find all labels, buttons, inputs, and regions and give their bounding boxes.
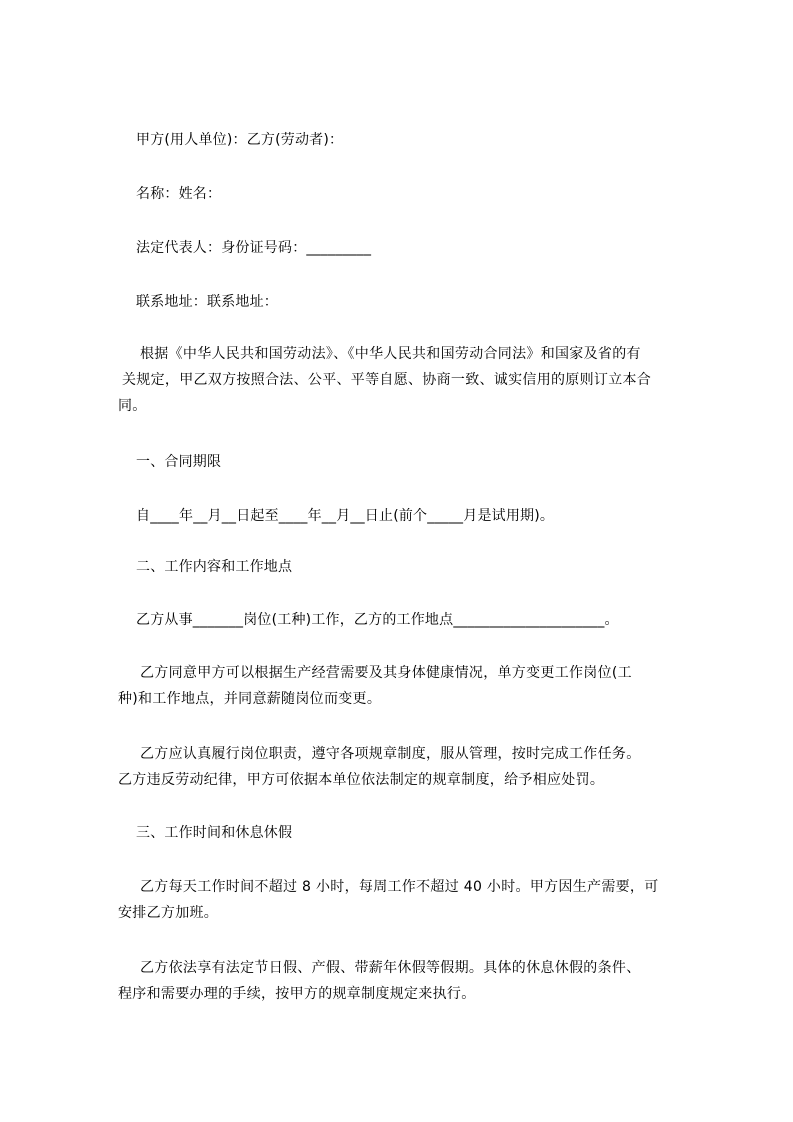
party-line: 甲方(用人单位)：乙方(劳动者)：	[136, 132, 344, 148]
intro-row-3: 同。	[118, 398, 147, 414]
section-2-title: 二、工作内容和工作地点	[136, 559, 293, 575]
section-2-body-3-row-2: 乙方违反劳动纪律，甲方可依据本单位依法制定的规章制度，给予相应处罚。	[118, 772, 605, 788]
intro-row-2: 关规定，甲乙双方按照合法、公平、平等自愿、协商一致、诚实信用的原则订立本合	[122, 372, 652, 388]
section-3-body-1	[118, 874, 710, 926]
name-line: 名称：姓名：	[136, 186, 222, 202]
section-2-body-3-row-1: 乙方应认真履行岗位职责，遵守各项规章制度，服从管理，按时完成工作任务。	[140, 746, 641, 762]
section-3-body-2-row-1: 乙方依法享有法定节日假、产假、带薪年休假等假期。具体的休息休假的条件、	[140, 960, 641, 976]
section-3-body-2-row-2: 程序和需要办理的手续，按甲方的规章制度规定来执行。	[118, 986, 476, 1002]
section-1-body: 自____年__月__日起至____年__月__日止(前个_____月是试用期)。	[136, 508, 555, 524]
section-3-body-2	[118, 955, 710, 1007]
section-2-body-1: 乙方从事_______岗位(工种)工作，乙方的工作地点_____________________。	[136, 612, 619, 628]
section-2-body-2	[118, 660, 710, 712]
section-2-body-2-row-2: 种)和工作地点，并同意薪随岗位而变更。	[118, 691, 382, 707]
intro-row-1: 根据《中华人民共和国劳动法》、《中华人民共和国劳动合同法》和国家及省的有	[140, 346, 641, 362]
address-line: 联系地址：联系地址：	[136, 294, 278, 310]
section-3-body-1-row-2: 安排乙方加班。	[118, 905, 219, 921]
section-3-body-1-row-1: 乙方每天工作时间不超过 8 小时，每周工作不超过 40 小时。甲方因生产需要，可	[140, 879, 659, 895]
section-3-title: 三、工作时间和休息休假	[136, 825, 293, 841]
intro-paragraph	[118, 341, 710, 419]
section-1-title: 一、合同期限	[136, 454, 222, 470]
section-2-body-3	[118, 741, 710, 793]
section-2-body-2-row-1: 乙方同意甲方可以根据生产经营需要及其身体健康情况，单方变更工作岗位(工	[140, 665, 632, 681]
representative-line: 法定代表人：身份证号码：_________	[136, 240, 372, 256]
